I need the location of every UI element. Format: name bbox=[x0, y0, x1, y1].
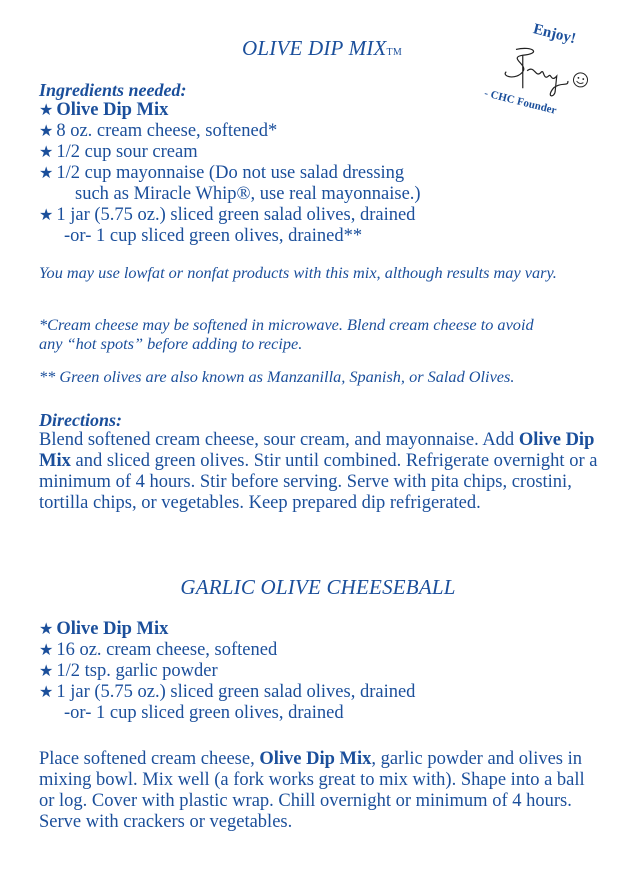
notes-section bbox=[39, 367, 619, 386]
note-green-olives: ** Green olives are also known as Manzanilla, Spanish, or Salad Olives. bbox=[39, 367, 515, 386]
product-name: Olive Dip Mix bbox=[39, 430, 595, 471]
ingredient-item: ★ Olive Dip Mix bbox=[39, 100, 169, 120]
ingredient-continuation: such as Miracle Whip®, use real mayonnaise.) bbox=[75, 184, 421, 204]
star-bullet-icon: ★ bbox=[39, 642, 54, 659]
cheeseball-directions-section bbox=[39, 749, 604, 833]
ingredients-heading: Ingredients needed: bbox=[39, 80, 187, 100]
star-bullet-icon: ★ bbox=[39, 144, 54, 161]
directions-text: Blend softened cream cheese, sour cream, and mayonnaise. Add Olive Dip Mix and sliced green olives. Stir until combined. Refrigerate overnight or a minimum of 4 hours. Stir before serving. Serve with pita chips, crostini, tortilla chips, or vegetables. Keep prepared dip refrigerated. bbox=[39, 430, 598, 513]
ingredient-item: ★ 8 oz. cream cheese, softened* bbox=[39, 121, 278, 141]
notes-section bbox=[39, 263, 569, 282]
ingredients-section bbox=[39, 80, 609, 247]
enjoy-label: Enjoy! bbox=[531, 21, 578, 48]
product-name: Olive Dip Mix bbox=[259, 749, 372, 769]
star-bullet-icon: ★ bbox=[39, 207, 54, 224]
ingredient-item: ★ 1/2 cup sour cream bbox=[39, 142, 198, 162]
ingredient-continuation: -or- 1 cup sliced green olives, drained** bbox=[64, 226, 363, 246]
notes-section bbox=[39, 315, 539, 353]
star-bullet-icon: ★ bbox=[39, 684, 54, 701]
ingredient-continuation: -or- 1 cup sliced green olives, drained bbox=[64, 703, 344, 723]
recipe-title-garlic-olive-cheeseball: GARLIC OLIVE CHEESEBALL bbox=[180, 575, 456, 599]
founder-label: - CHC Founder bbox=[483, 87, 558, 117]
ingredient-list bbox=[39, 619, 609, 724]
title-text: OLIVE DIP MIX bbox=[242, 36, 387, 60]
directions-heading: Directions: bbox=[39, 410, 122, 430]
note-cream-cheese: *Cream cheese may be softened in microwave. Blend cream cheese to avoid any “hot spots” before adding to recipe. bbox=[39, 315, 534, 353]
star-bullet-icon: ★ bbox=[39, 663, 54, 680]
ingredient-item: ★ 16 oz. cream cheese, softened bbox=[39, 640, 278, 660]
ingredient-item: ★ 1 jar (5.75 oz.) sliced green salad olives, drained bbox=[39, 682, 416, 702]
ingredient-item: ★ Olive Dip Mix bbox=[39, 619, 169, 639]
directions-section bbox=[39, 410, 599, 514]
trademark-mark: TM bbox=[386, 47, 402, 58]
star-bullet-icon: ★ bbox=[39, 123, 54, 140]
ingredient-item: ★ 1 jar (5.75 oz.) sliced green salad olives, drained bbox=[39, 205, 416, 225]
note-lowfat: You may use lowfat or nonfat products with this mix, although results may vary. bbox=[39, 263, 557, 282]
ingredient-list bbox=[39, 100, 609, 247]
star-bullet-icon: ★ bbox=[39, 102, 54, 119]
star-bullet-icon: ★ bbox=[39, 621, 54, 638]
ingredient-item: ★ 1/2 cup mayonnaise (Do not use salad dressing bbox=[39, 163, 405, 183]
star-bullet-icon: ★ bbox=[39, 165, 54, 182]
ingredient-item: ★ 1/2 tsp. garlic powder bbox=[39, 661, 218, 681]
cheeseball-ingredients-section bbox=[39, 619, 609, 724]
directions-text: Place softened cream cheese, Olive Dip Mix, garlic powder and olives in mixing bowl. Mix well (a fork works great to mix with). Shape into a ball or log. Cover with plastic wrap. Chill overnight or minimum of 4 hours. Serve with crackers or vegetables. bbox=[39, 749, 585, 832]
